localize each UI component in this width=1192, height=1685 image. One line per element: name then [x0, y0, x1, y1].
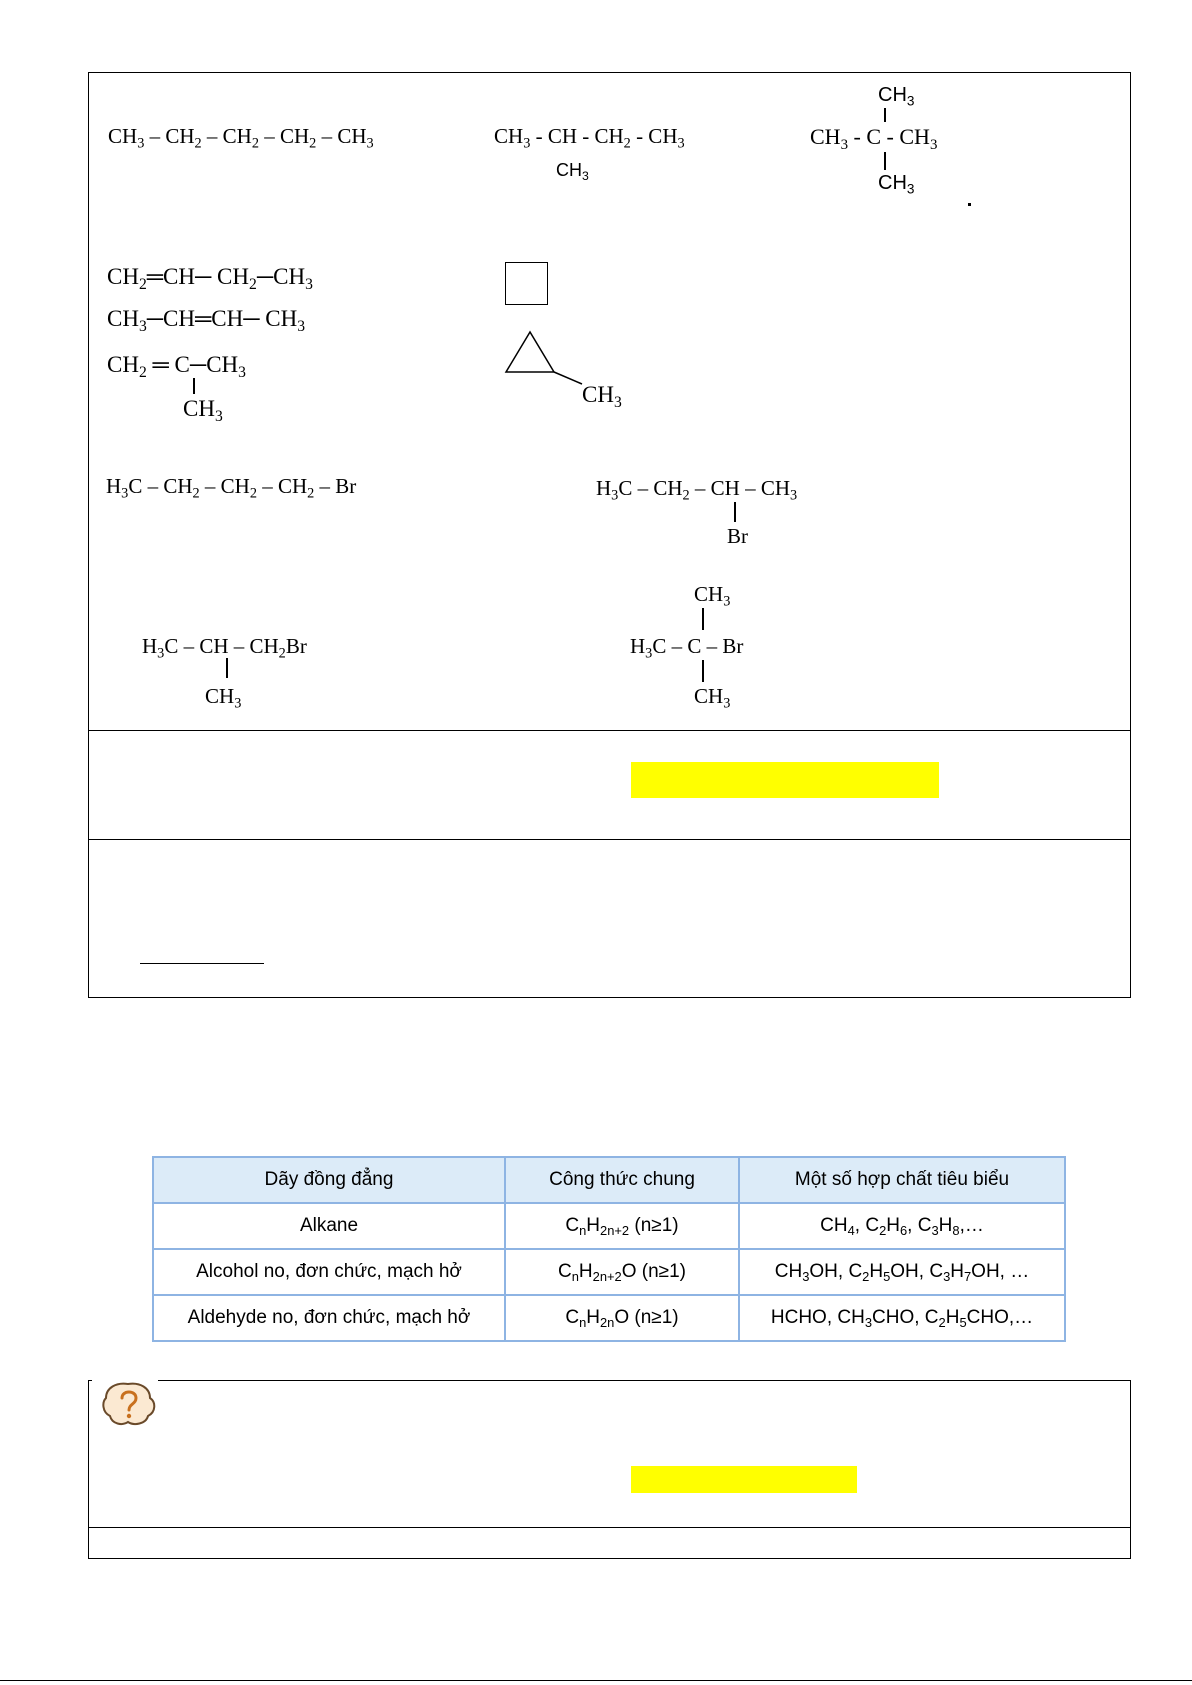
- isopentane-branch: $CH_3$: [556, 160, 589, 183]
- pentane-formula: $CH_3 - CH_2 - CH_2 - CH_2 - CH_3$: [108, 124, 374, 152]
- page-bottom-rule: [0, 1680, 1192, 1681]
- bromide-4-bond-bottom: [702, 660, 704, 682]
- header-examples: Một số hợp chất tiêu biểu: [739, 1157, 1065, 1203]
- frame-divider-1: [88, 730, 1131, 731]
- question-bubble-icon: [98, 1378, 158, 1432]
- bromide-3-branch: $CH_3$: [205, 684, 242, 712]
- cell-formula: $C_nH_{2n+2}O$ (n≥1): [505, 1249, 739, 1295]
- bromide-4-top: $CH_3$: [694, 582, 731, 610]
- cell-examples: $CH_4$, $C_2H_6$, $C_3H_8,\dots$: [739, 1203, 1065, 1249]
- bromide-2-branch: Br: [727, 524, 748, 548]
- neopentane-bottom: $CH_3$: [878, 172, 915, 197]
- neopentane-bond-top: [884, 108, 886, 122]
- table-row: [153, 1295, 1065, 1341]
- frame-divider-2: [88, 839, 1131, 840]
- stray-dot: [968, 203, 971, 206]
- bromide-1: $H_3C - CH_2 - CH_2 - CH_2$ – Br: [106, 474, 357, 502]
- isobutene-bond: [193, 378, 195, 394]
- table-row: [153, 1203, 1065, 1249]
- bromide-3-bond: [226, 658, 228, 678]
- cell-examples: HCHO, $CH_3CHO$, $C_2H_5CHO,\dots$: [739, 1295, 1065, 1341]
- neopentane-top: $CH_3$: [878, 84, 915, 109]
- cell-series: Aldehyde no, đơn chức, mạch hở: [153, 1295, 505, 1341]
- butene2-formula: $CH_3─CH═CH─$ $CH_3$: [107, 306, 306, 335]
- question-frame: [88, 1380, 1131, 1559]
- cell-examples: $CH_3OH$, $C_2H_5OH$, $C_3H_7OH$, …: [739, 1249, 1065, 1295]
- header-formula: Công thức chung: [505, 1157, 739, 1203]
- bromide-4-main: $H_3C$ – C – Br: [630, 634, 744, 662]
- bromide-4-bottom: $CH_3$: [694, 684, 731, 712]
- highlight-bar-1: [631, 762, 939, 798]
- blank-underline: [140, 963, 264, 964]
- question-divider: [88, 1527, 1131, 1528]
- neopentane-main: $CH_3$ - C - $CH_3$: [810, 124, 938, 153]
- bromide-2-main: $H_3C - CH_2$ – CH – $CH_3$: [596, 476, 798, 504]
- bromide-4-bond-top: [702, 608, 704, 630]
- methylcyclopropane-ring: [500, 328, 590, 388]
- table-header-row: [153, 1157, 1065, 1203]
- cell-series: Alkane: [153, 1203, 505, 1249]
- methylcyclopropane-ch3: $CH_3$: [582, 382, 622, 411]
- isobutene-main: $CH_2$ ═ $C─CH_3$: [107, 352, 246, 381]
- structures-frame: [88, 72, 1131, 998]
- cell-formula: $C_nH_{2n}O$ (n≥1): [505, 1295, 739, 1341]
- cyclobutane-ring: [505, 262, 548, 305]
- bromide-3-main: $H_3C$ – CH – $CH_2Br$: [142, 634, 307, 662]
- header-series: Dãy đồng đẳng: [153, 1157, 505, 1203]
- neopentane-bond-bottom: [884, 152, 886, 170]
- isopentane-main: $CH_3$ - CH - $CH_2 - CH_3$: [494, 124, 685, 152]
- table-row: [153, 1249, 1065, 1295]
- homologous-series-table: [152, 1156, 1066, 1342]
- butene1-formula: $CH_2═CH─$ $CH_2─CH_3$: [107, 264, 313, 293]
- isobutene-branch: $CH_3$: [183, 396, 223, 425]
- cell-formula: $C_nH_{2n+2}$ (n≥1): [505, 1203, 739, 1249]
- highlight-bar-2: [631, 1466, 857, 1493]
- bromide-2-bond: [734, 502, 736, 522]
- cell-series: Alcohol no, đơn chức, mạch hở: [153, 1249, 505, 1295]
